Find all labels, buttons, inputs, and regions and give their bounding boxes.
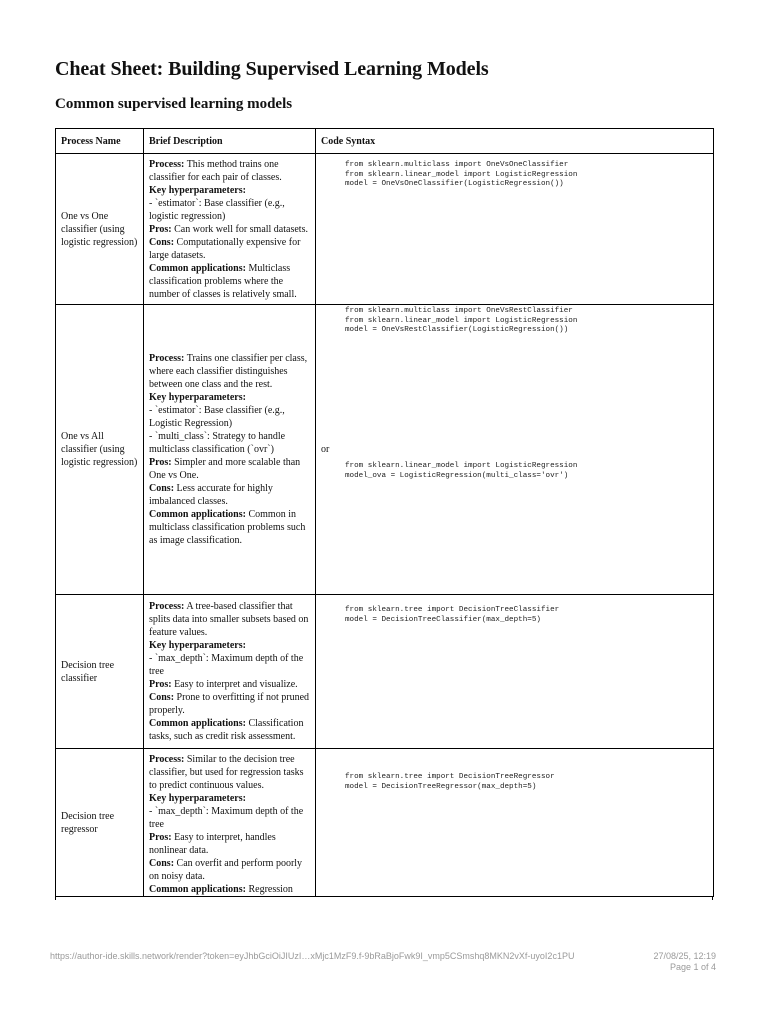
description-text: Can overfit and perform poorly on noisy data. bbox=[149, 858, 303, 882]
description-line bbox=[149, 430, 310, 456]
description-cell bbox=[144, 595, 316, 749]
description-label-suffix: : bbox=[170, 858, 175, 869]
description-text: Regression bbox=[245, 884, 293, 895]
description-text: - `estimator`: Base classifier (e.g., logistic regression) bbox=[149, 197, 285, 222]
description-label-suffix: : bbox=[181, 353, 185, 364]
description-label-suffix: s: bbox=[238, 884, 246, 895]
description-line bbox=[149, 158, 310, 184]
process-name-cell: One vs One classifier (using logistic regression) bbox=[56, 154, 144, 305]
header-code-syntax: Code Syntax bbox=[316, 129, 714, 154]
table-row bbox=[56, 595, 714, 749]
description-cell bbox=[144, 305, 316, 595]
description-label: Cons bbox=[149, 483, 171, 494]
description-label: Cons bbox=[149, 858, 171, 869]
description-label: Cons bbox=[149, 236, 171, 248]
description-line bbox=[149, 262, 310, 301]
description-label-suffix: : bbox=[170, 236, 175, 248]
page-number: Page 1 of 4 bbox=[669, 962, 716, 972]
description-line bbox=[149, 753, 310, 792]
description-label: Pros bbox=[149, 679, 169, 690]
description-line bbox=[149, 792, 310, 805]
description-label: Key hyperparameter bbox=[149, 184, 239, 196]
description-label-suffix: : bbox=[170, 483, 175, 494]
description-text: Classification tasks, such as credit risk assessment. bbox=[149, 718, 304, 742]
table-row bbox=[56, 749, 714, 897]
description-line bbox=[149, 223, 310, 236]
header-process-name: Process Name bbox=[56, 129, 144, 154]
code-snippet: from sklearn.multiclass import OneVsRestClassifier from sklearn.linear_model import LogisticRegression model = OneVsRestClassifier(LogisticRegression()) bbox=[345, 307, 578, 334]
description-label: Process bbox=[149, 158, 182, 170]
description-text: Easy to interpret, handles nonlinear data. bbox=[149, 832, 276, 856]
description-label: Process bbox=[149, 754, 182, 765]
code-snippet: from sklearn.tree import DecisionTreeRegressor model = DecisionTreeRegressor(max_depth=5) bbox=[345, 773, 555, 791]
description-text: Can work well for small datasets. bbox=[171, 223, 308, 235]
description-label: Cons bbox=[149, 692, 171, 703]
description-label-suffix: : bbox=[168, 679, 172, 690]
description-line bbox=[149, 691, 310, 717]
table-header-row bbox=[56, 129, 714, 154]
description-label: Pros bbox=[149, 832, 169, 843]
description-text: A tree-based classifier that splits data into smaller subsets based on feature values. bbox=[149, 601, 309, 638]
description-label-suffix: : bbox=[181, 754, 185, 765]
description-label: Key hyperparameter bbox=[149, 392, 239, 403]
page-title: Cheat Sheet: Building Supervised Learning Models bbox=[55, 58, 489, 80]
description-text: - `max_depth`: Maximum depth of the tree bbox=[149, 806, 304, 830]
table-continuation bbox=[55, 896, 713, 900]
description-label-suffix: s: bbox=[238, 509, 246, 520]
description-text: - `max_depth`: Maximum depth of the tree bbox=[149, 653, 304, 677]
description-text: Multiclass classification problems where the number of classes is relatively small. bbox=[149, 262, 297, 300]
description-label: Common application bbox=[149, 509, 239, 520]
description-line bbox=[149, 831, 310, 857]
process-name-cell: Decision tree classifier bbox=[56, 595, 144, 749]
description-text: Common in multiclass classification problems such as image classification. bbox=[149, 509, 306, 546]
description-text: Less accurate for highly imbalanced classes. bbox=[149, 483, 273, 507]
description-label-suffix: s: bbox=[238, 793, 246, 804]
description-label-suffix: : bbox=[168, 832, 172, 843]
description-label-suffix: : bbox=[181, 601, 185, 612]
description-label-suffix: : bbox=[168, 223, 172, 235]
description-label: Key hyperparameter bbox=[149, 640, 239, 651]
table-row bbox=[56, 305, 714, 595]
description-label-suffix: s: bbox=[238, 718, 246, 729]
description-line bbox=[149, 857, 310, 883]
alternative-label: or bbox=[321, 444, 330, 455]
description-line bbox=[149, 456, 310, 482]
table-row bbox=[56, 154, 714, 305]
description-line bbox=[149, 639, 310, 652]
description-line bbox=[149, 236, 310, 262]
description-label-suffix: : bbox=[181, 158, 185, 170]
description-line bbox=[149, 652, 310, 678]
code-cell bbox=[316, 305, 714, 595]
description-label: Pros bbox=[149, 223, 169, 235]
description-line bbox=[149, 717, 310, 743]
description-text: Similar to the decision tree classifier, but used for regression tasks to predict continuous values. bbox=[149, 754, 304, 791]
description-line bbox=[149, 678, 310, 691]
description-line bbox=[149, 391, 310, 404]
footer-url: https://author-ide.skills.network/render?token=eyJhbGciOiJIUzI…xMjc1MzF9.f-9bRaBjoFwk9I_vmp5CSmshq8MKN2vXf-uyoI2c1PU bbox=[50, 951, 575, 961]
models-table bbox=[55, 128, 714, 897]
code-cell bbox=[316, 595, 714, 749]
description-text: Easy to interpret and visualize. bbox=[171, 679, 298, 690]
description-label-suffix: : bbox=[170, 692, 175, 703]
description-label: Common application bbox=[149, 262, 239, 274]
description-line bbox=[149, 805, 310, 831]
header-brief-description: Brief Description bbox=[144, 129, 316, 154]
code-cell bbox=[316, 154, 714, 305]
description-text: - `multi_class`: Strategy to handle multiclass classification (`ovr`) bbox=[149, 431, 286, 455]
process-name-cell: One vs All classifier (using logistic regression) bbox=[56, 305, 144, 595]
description-cell bbox=[144, 154, 316, 305]
code-snippet: from sklearn.multiclass import OneVsOneClassifier from sklearn.linear_model import LogisticRegression model = OneVsOneClassifier(LogisticRegression()) bbox=[345, 161, 578, 188]
description-label-suffix: s: bbox=[238, 640, 246, 651]
description-line bbox=[149, 883, 310, 896]
code-cell bbox=[316, 749, 714, 897]
description-line bbox=[149, 352, 310, 391]
description-text: Simpler and more scalable than One vs One. bbox=[149, 457, 301, 481]
description-line bbox=[149, 197, 310, 223]
description-label: Common application bbox=[149, 884, 239, 895]
code-snippet: from sklearn.tree import DecisionTreeClassifier model = DecisionTreeClassifier(max_depth=5) bbox=[345, 606, 560, 624]
description-line bbox=[149, 404, 310, 430]
description-label-suffix: s: bbox=[238, 262, 246, 274]
description-label-suffix: s: bbox=[238, 392, 246, 403]
description-line bbox=[149, 482, 310, 508]
description-label: Common application bbox=[149, 718, 239, 729]
section-heading: Common supervised learning models bbox=[55, 96, 293, 112]
description-text: Computationally expensive for large datasets. bbox=[149, 236, 301, 261]
description-label-suffix: : bbox=[168, 457, 172, 468]
footer-timestamp: 27/08/25, 12:19 bbox=[653, 951, 716, 961]
description-text: - `estimator`: Base classifier (e.g., Logistic Regression) bbox=[149, 405, 285, 429]
description-text: Prone to overfitting if not pruned properly. bbox=[149, 692, 310, 716]
description-label-suffix: s: bbox=[238, 184, 246, 196]
description-text: Trains one classifier per class, where each classifier distinguishes between one class and the rest. bbox=[149, 353, 308, 390]
description-line bbox=[149, 508, 310, 547]
process-name-cell: Decision tree regressor bbox=[56, 749, 144, 897]
description-label: Pros bbox=[149, 457, 169, 468]
description-line bbox=[149, 184, 310, 197]
description-label: Process bbox=[149, 353, 182, 364]
description-cell bbox=[144, 749, 316, 897]
description-label: Process bbox=[149, 601, 182, 612]
description-text: This method trains one classifier for each pair of classes. bbox=[149, 158, 282, 183]
description-label: Key hyperparameter bbox=[149, 793, 239, 804]
code-snippet-alternative: from sklearn.linear_model import LogisticRegression model_ova = LogisticRegression(multi_class='ovr') bbox=[345, 462, 578, 480]
description-line bbox=[149, 600, 310, 639]
